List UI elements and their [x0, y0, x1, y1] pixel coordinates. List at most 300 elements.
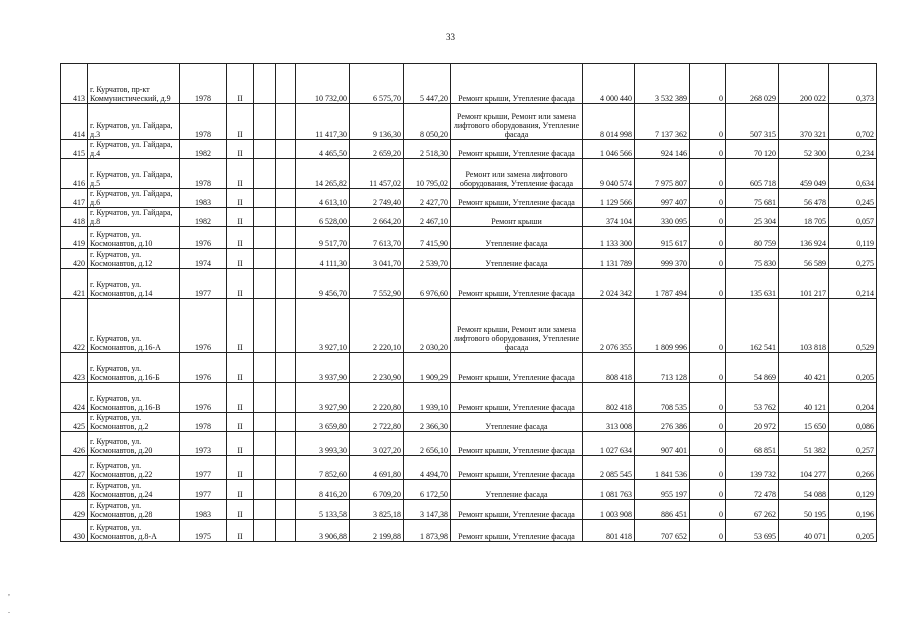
work-type-cell: Ремонт крыши, Утепление фасада — [451, 383, 583, 413]
total-area-cell: 11 417,30 — [296, 104, 350, 140]
fund-cell: 3 532 389 — [635, 64, 690, 104]
table-row — [61, 140, 877, 159]
row-number: 424 — [61, 383, 88, 413]
region-budget-cell: 20 972 — [726, 413, 779, 432]
living-area-cell: 7 613,70 — [350, 227, 404, 249]
local-budget-cell: 101 217 — [779, 269, 829, 299]
empty-cell — [254, 520, 276, 542]
work-type-cell: Ремонт крыши, Утепление фасада — [451, 269, 583, 299]
year-cell: 1982 — [180, 208, 227, 227]
empty-cell — [254, 299, 276, 353]
ratio-cell: 0,245 — [829, 189, 877, 208]
empty-cell — [276, 189, 296, 208]
total-cost-cell: 4 000 440 — [583, 64, 635, 104]
empty-cell — [276, 104, 296, 140]
table-row — [61, 500, 877, 520]
work-type-cell: Ремонт крыши, Утепление фасада — [451, 500, 583, 520]
total-area-cell: 8 416,20 — [296, 480, 350, 500]
empty-cell — [276, 520, 296, 542]
row-number: 422 — [61, 299, 88, 353]
total-cost-cell: 1 046 566 — [583, 140, 635, 159]
category-cell: II — [227, 353, 254, 383]
budget-cell: 0 — [690, 189, 726, 208]
total-area-cell: 4 613,10 — [296, 189, 350, 208]
work-type-cell: Ремонт крыши, Утепление фасада — [451, 456, 583, 480]
category-cell: II — [227, 159, 254, 189]
work-type-cell: Ремонт крыши, Утепление фасада — [451, 353, 583, 383]
living-area-cell: 7 552,90 — [350, 269, 404, 299]
work-type-cell: Ремонт крыши, Утепление фасада — [451, 520, 583, 542]
table-row — [61, 208, 877, 227]
ratio-cell: 0,529 — [829, 299, 877, 353]
total-cost-cell: 2 076 355 — [583, 299, 635, 353]
fund-cell: 955 197 — [635, 480, 690, 500]
living-area-cell: 6 709,20 — [350, 480, 404, 500]
work-type-cell: Утепление фасада — [451, 249, 583, 269]
fund-cell: 915 617 — [635, 227, 690, 249]
address-cell: г. Курчатов, ул. Гайдара, д.5 — [88, 159, 180, 189]
margin-mark: , — [8, 588, 10, 597]
budget-cell: 0 — [690, 383, 726, 413]
local-budget-cell: 56 589 — [779, 249, 829, 269]
category-cell: II — [227, 500, 254, 520]
address-cell: г. Курчатов, ул. Космонавтов, д.28 — [88, 500, 180, 520]
budget-cell: 0 — [690, 413, 726, 432]
ratio-cell: 0,119 — [829, 227, 877, 249]
region-budget-cell: 80 759 — [726, 227, 779, 249]
budget-cell: 0 — [690, 480, 726, 500]
total-cost-cell: 1 129 566 — [583, 189, 635, 208]
ratio-cell: 0,257 — [829, 432, 877, 456]
category-cell: II — [227, 480, 254, 500]
year-cell: 1977 — [180, 480, 227, 500]
category-cell: II — [227, 140, 254, 159]
table-row — [61, 383, 877, 413]
year-cell: 1983 — [180, 500, 227, 520]
local-budget-cell: 56 478 — [779, 189, 829, 208]
ratio-cell: 0,702 — [829, 104, 877, 140]
living-area-cell: 9 136,30 — [350, 104, 404, 140]
category-cell: II — [227, 249, 254, 269]
total-area-cell: 10 732,00 — [296, 64, 350, 104]
row-number: 430 — [61, 520, 88, 542]
category-cell: II — [227, 269, 254, 299]
total-area-cell: 3 906,88 — [296, 520, 350, 542]
living-area-cell: 2 722,80 — [350, 413, 404, 432]
total-cost-cell: 808 418 — [583, 353, 635, 383]
local-budget-cell: 136 924 — [779, 227, 829, 249]
budget-cell: 0 — [690, 208, 726, 227]
total-area-cell: 3 659,80 — [296, 413, 350, 432]
empty-cell — [254, 432, 276, 456]
year-cell: 1978 — [180, 64, 227, 104]
empty-cell — [276, 249, 296, 269]
row-number: 429 — [61, 500, 88, 520]
address-cell: г. Курчатов, ул. Космонавтов, д.20 — [88, 432, 180, 456]
total-cost-cell: 2 024 342 — [583, 269, 635, 299]
owned-area-cell: 1 909,29 — [404, 353, 451, 383]
local-budget-cell: 200 022 — [779, 64, 829, 104]
ratio-cell: 0,057 — [829, 208, 877, 227]
region-budget-cell: 135 631 — [726, 269, 779, 299]
empty-cell — [276, 140, 296, 159]
address-cell: г. Курчатов, ул. Гайдара, д.8 — [88, 208, 180, 227]
region-budget-cell: 67 262 — [726, 500, 779, 520]
year-cell: 1978 — [180, 413, 227, 432]
empty-cell — [276, 159, 296, 189]
ratio-cell: 0,086 — [829, 413, 877, 432]
margin-mark: . — [8, 606, 10, 615]
category-cell: II — [227, 383, 254, 413]
fund-cell: 330 095 — [635, 208, 690, 227]
budget-cell: 0 — [690, 269, 726, 299]
address-cell: г. Курчатов, ул. Космонавтов, д.10 — [88, 227, 180, 249]
fund-cell: 7 137 362 — [635, 104, 690, 140]
address-cell: г. Курчатов, ул. Гайдара, д.3 — [88, 104, 180, 140]
budget-cell: 0 — [690, 104, 726, 140]
address-cell: г. Курчатов, ул. Космонавтов, д.16-Б — [88, 353, 180, 383]
total-cost-cell: 801 418 — [583, 520, 635, 542]
total-area-cell: 6 528,00 — [296, 208, 350, 227]
budget-cell: 0 — [690, 64, 726, 104]
living-area-cell: 11 457,02 — [350, 159, 404, 189]
total-area-cell: 9 517,70 — [296, 227, 350, 249]
fund-cell: 707 652 — [635, 520, 690, 542]
fund-cell: 999 370 — [635, 249, 690, 269]
ratio-cell: 0,205 — [829, 520, 877, 542]
address-cell: г. Курчатов, ул. Космонавтов, д.12 — [88, 249, 180, 269]
category-cell: II — [227, 299, 254, 353]
budget-cell: 0 — [690, 520, 726, 542]
local-budget-cell: 103 818 — [779, 299, 829, 353]
empty-cell — [254, 500, 276, 520]
region-budget-cell: 25 304 — [726, 208, 779, 227]
owned-area-cell: 6 172,50 — [404, 480, 451, 500]
year-cell: 1976 — [180, 383, 227, 413]
table-row — [61, 159, 877, 189]
year-cell: 1983 — [180, 189, 227, 208]
work-type-cell: Ремонт крыши, Утепление фасада — [451, 432, 583, 456]
work-type-cell: Ремонт крыши, Ремонт или замена лифтового оборудования, Утепление фасада — [451, 299, 583, 353]
empty-cell — [254, 227, 276, 249]
empty-cell — [276, 353, 296, 383]
local-budget-cell: 104 277 — [779, 456, 829, 480]
ratio-cell: 0,204 — [829, 383, 877, 413]
ratio-cell: 0,234 — [829, 140, 877, 159]
owned-area-cell: 3 147,38 — [404, 500, 451, 520]
fund-cell: 1 841 536 — [635, 456, 690, 480]
total-area-cell: 4 465,50 — [296, 140, 350, 159]
owned-area-cell: 8 050,20 — [404, 104, 451, 140]
ratio-cell: 0,634 — [829, 159, 877, 189]
living-area-cell: 3 825,18 — [350, 500, 404, 520]
fund-cell: 886 451 — [635, 500, 690, 520]
budget-cell: 0 — [690, 159, 726, 189]
total-cost-cell: 1 081 763 — [583, 480, 635, 500]
empty-cell — [276, 227, 296, 249]
total-area-cell: 7 852,60 — [296, 456, 350, 480]
owned-area-cell: 10 795,02 — [404, 159, 451, 189]
empty-cell — [254, 104, 276, 140]
address-cell: г. Курчатов, ул. Космонавтов, д.24 — [88, 480, 180, 500]
table-row — [61, 413, 877, 432]
table-row — [61, 249, 877, 269]
address-cell: г. Курчатов, ул. Гайдара, д.4 — [88, 140, 180, 159]
total-cost-cell: 1 133 300 — [583, 227, 635, 249]
year-cell: 1975 — [180, 520, 227, 542]
living-area-cell: 4 691,80 — [350, 456, 404, 480]
row-number: 418 — [61, 208, 88, 227]
empty-cell — [254, 208, 276, 227]
ratio-cell: 0,266 — [829, 456, 877, 480]
empty-cell — [254, 159, 276, 189]
owned-area-cell: 2 656,10 — [404, 432, 451, 456]
year-cell: 1973 — [180, 432, 227, 456]
region-budget-cell: 54 869 — [726, 353, 779, 383]
local-budget-cell: 15 650 — [779, 413, 829, 432]
row-number: 417 — [61, 189, 88, 208]
table-row — [61, 104, 877, 140]
category-cell: II — [227, 227, 254, 249]
total-cost-cell: 1 027 634 — [583, 432, 635, 456]
year-cell: 1977 — [180, 269, 227, 299]
budget-cell: 0 — [690, 456, 726, 480]
work-type-cell: Ремонт крыши, Утепление фасада — [451, 189, 583, 208]
category-cell: II — [227, 64, 254, 104]
empty-cell — [276, 456, 296, 480]
table-row — [61, 64, 877, 104]
year-cell: 1976 — [180, 299, 227, 353]
living-area-cell: 2 199,88 — [350, 520, 404, 542]
address-cell: г. Курчатов, ул. Космонавтов, д.22 — [88, 456, 180, 480]
owned-area-cell: 2 518,30 — [404, 140, 451, 159]
region-budget-cell: 507 315 — [726, 104, 779, 140]
local-budget-cell: 52 300 — [779, 140, 829, 159]
category-cell: II — [227, 432, 254, 456]
empty-cell — [254, 64, 276, 104]
page-number: 33 — [446, 32, 455, 42]
ratio-cell: 0,129 — [829, 480, 877, 500]
row-number: 415 — [61, 140, 88, 159]
local-budget-cell: 459 049 — [779, 159, 829, 189]
owned-area-cell: 2 427,70 — [404, 189, 451, 208]
ratio-cell: 0,214 — [829, 269, 877, 299]
housing-register-table — [60, 63, 877, 542]
region-budget-cell: 53 762 — [726, 383, 779, 413]
total-area-cell: 14 265,82 — [296, 159, 350, 189]
address-cell: г. Курчатов, ул. Космонавтов, д.8-А — [88, 520, 180, 542]
total-area-cell: 4 111,30 — [296, 249, 350, 269]
living-area-cell: 6 575,70 — [350, 64, 404, 104]
row-number: 416 — [61, 159, 88, 189]
total-cost-cell: 802 418 — [583, 383, 635, 413]
address-cell: г. Курчатов, ул. Космонавтов, д.14 — [88, 269, 180, 299]
local-budget-cell: 40 121 — [779, 383, 829, 413]
empty-cell — [254, 189, 276, 208]
living-area-cell: 2 220,80 — [350, 383, 404, 413]
ratio-cell: 0,373 — [829, 64, 877, 104]
empty-cell — [254, 249, 276, 269]
empty-cell — [276, 432, 296, 456]
table-row — [61, 353, 877, 383]
year-cell: 1982 — [180, 140, 227, 159]
owned-area-cell: 2 467,10 — [404, 208, 451, 227]
local-budget-cell: 40 071 — [779, 520, 829, 542]
empty-cell — [254, 413, 276, 432]
empty-cell — [254, 353, 276, 383]
row-number: 414 — [61, 104, 88, 140]
local-budget-cell: 40 421 — [779, 353, 829, 383]
region-budget-cell: 75 830 — [726, 249, 779, 269]
work-type-cell: Ремонт крыши — [451, 208, 583, 227]
region-budget-cell: 68 851 — [726, 432, 779, 456]
local-budget-cell: 54 088 — [779, 480, 829, 500]
region-budget-cell: 53 695 — [726, 520, 779, 542]
living-area-cell: 2 220,10 — [350, 299, 404, 353]
total-cost-cell: 1 003 908 — [583, 500, 635, 520]
work-type-cell: Утепление фасада — [451, 480, 583, 500]
work-type-cell: Ремонт крыши, Утепление фасада — [451, 140, 583, 159]
owned-area-cell: 7 415,90 — [404, 227, 451, 249]
budget-cell: 0 — [690, 432, 726, 456]
table-row — [61, 227, 877, 249]
year-cell: 1976 — [180, 227, 227, 249]
empty-cell — [276, 64, 296, 104]
table-row — [61, 456, 877, 480]
row-number: 427 — [61, 456, 88, 480]
region-budget-cell: 72 478 — [726, 480, 779, 500]
empty-cell — [276, 413, 296, 432]
living-area-cell: 2 749,40 — [350, 189, 404, 208]
region-budget-cell: 75 681 — [726, 189, 779, 208]
row-number: 423 — [61, 353, 88, 383]
local-budget-cell: 51 382 — [779, 432, 829, 456]
fund-cell: 907 401 — [635, 432, 690, 456]
row-number: 420 — [61, 249, 88, 269]
table-row — [61, 269, 877, 299]
category-cell: II — [227, 104, 254, 140]
budget-cell: 0 — [690, 299, 726, 353]
fund-cell: 924 146 — [635, 140, 690, 159]
owned-area-cell: 4 494,70 — [404, 456, 451, 480]
empty-cell — [276, 299, 296, 353]
work-type-cell: Ремонт крыши, Ремонт или замена лифтового оборудования, Утепление фасада — [451, 104, 583, 140]
total-area-cell: 3 927,90 — [296, 383, 350, 413]
row-number: 421 — [61, 269, 88, 299]
year-cell: 1978 — [180, 104, 227, 140]
living-area-cell: 2 664,20 — [350, 208, 404, 227]
category-cell: II — [227, 456, 254, 480]
category-cell: II — [227, 189, 254, 208]
fund-cell: 276 386 — [635, 413, 690, 432]
owned-area-cell: 1 873,98 — [404, 520, 451, 542]
total-cost-cell: 2 085 545 — [583, 456, 635, 480]
total-area-cell: 3 993,30 — [296, 432, 350, 456]
table-row — [61, 432, 877, 456]
total-cost-cell: 8 014 998 — [583, 104, 635, 140]
living-area-cell: 2 659,20 — [350, 140, 404, 159]
budget-cell: 0 — [690, 353, 726, 383]
year-cell: 1974 — [180, 249, 227, 269]
empty-cell — [254, 140, 276, 159]
work-type-cell: Ремонт или замена лифтового оборудования, Утепление фасада — [451, 159, 583, 189]
address-cell: г. Курчатов, ул. Космонавтов, д.2 — [88, 413, 180, 432]
total-area-cell: 3 927,10 — [296, 299, 350, 353]
table-row — [61, 299, 877, 353]
empty-cell — [276, 500, 296, 520]
ratio-cell: 0,275 — [829, 249, 877, 269]
region-budget-cell: 139 732 — [726, 456, 779, 480]
category-cell: II — [227, 413, 254, 432]
year-cell: 1976 — [180, 353, 227, 383]
table-row — [61, 520, 877, 542]
total-area-cell: 9 456,70 — [296, 269, 350, 299]
total-area-cell: 3 937,90 — [296, 353, 350, 383]
address-cell: г. Курчатов, ул. Космонавтов, д.16-А — [88, 299, 180, 353]
total-area-cell: 5 133,58 — [296, 500, 350, 520]
owned-area-cell: 5 447,20 — [404, 64, 451, 104]
empty-cell — [254, 456, 276, 480]
local-budget-cell: 50 195 — [779, 500, 829, 520]
local-budget-cell: 18 705 — [779, 208, 829, 227]
category-cell: II — [227, 208, 254, 227]
row-number: 428 — [61, 480, 88, 500]
fund-cell: 713 128 — [635, 353, 690, 383]
region-budget-cell: 162 541 — [726, 299, 779, 353]
region-budget-cell: 70 120 — [726, 140, 779, 159]
table-row — [61, 189, 877, 208]
table-row — [61, 480, 877, 500]
year-cell: 1977 — [180, 456, 227, 480]
year-cell: 1978 — [180, 159, 227, 189]
empty-cell — [254, 269, 276, 299]
row-number: 426 — [61, 432, 88, 456]
address-cell: г. Курчатов, пр-кт Коммунистический, д.9 — [88, 64, 180, 104]
living-area-cell: 2 230,90 — [350, 353, 404, 383]
address-cell: г. Курчатов, ул. Космонавтов, д.16-В — [88, 383, 180, 413]
total-cost-cell: 374 104 — [583, 208, 635, 227]
owned-area-cell: 2 539,70 — [404, 249, 451, 269]
total-cost-cell: 313 008 — [583, 413, 635, 432]
total-cost-cell: 9 040 574 — [583, 159, 635, 189]
budget-cell: 0 — [690, 227, 726, 249]
region-budget-cell: 268 029 — [726, 64, 779, 104]
ratio-cell: 0,196 — [829, 500, 877, 520]
budget-cell: 0 — [690, 249, 726, 269]
region-budget-cell: 605 718 — [726, 159, 779, 189]
local-budget-cell: 370 321 — [779, 104, 829, 140]
owned-area-cell: 1 939,10 — [404, 383, 451, 413]
total-cost-cell: 1 131 789 — [583, 249, 635, 269]
owned-area-cell: 2 366,30 — [404, 413, 451, 432]
fund-cell: 997 407 — [635, 189, 690, 208]
empty-cell — [276, 480, 296, 500]
empty-cell — [254, 383, 276, 413]
work-type-cell: Ремонт крыши, Утепление фасада — [451, 64, 583, 104]
row-number: 419 — [61, 227, 88, 249]
owned-area-cell: 2 030,20 — [404, 299, 451, 353]
work-type-cell: Утепление фасада — [451, 227, 583, 249]
empty-cell — [276, 269, 296, 299]
work-type-cell: Утепление фасада — [451, 413, 583, 432]
fund-cell: 1 809 996 — [635, 299, 690, 353]
empty-cell — [254, 480, 276, 500]
row-number: 413 — [61, 64, 88, 104]
empty-cell — [276, 383, 296, 413]
fund-cell: 708 535 — [635, 383, 690, 413]
fund-cell: 1 787 494 — [635, 269, 690, 299]
living-area-cell: 3 041,70 — [350, 249, 404, 269]
